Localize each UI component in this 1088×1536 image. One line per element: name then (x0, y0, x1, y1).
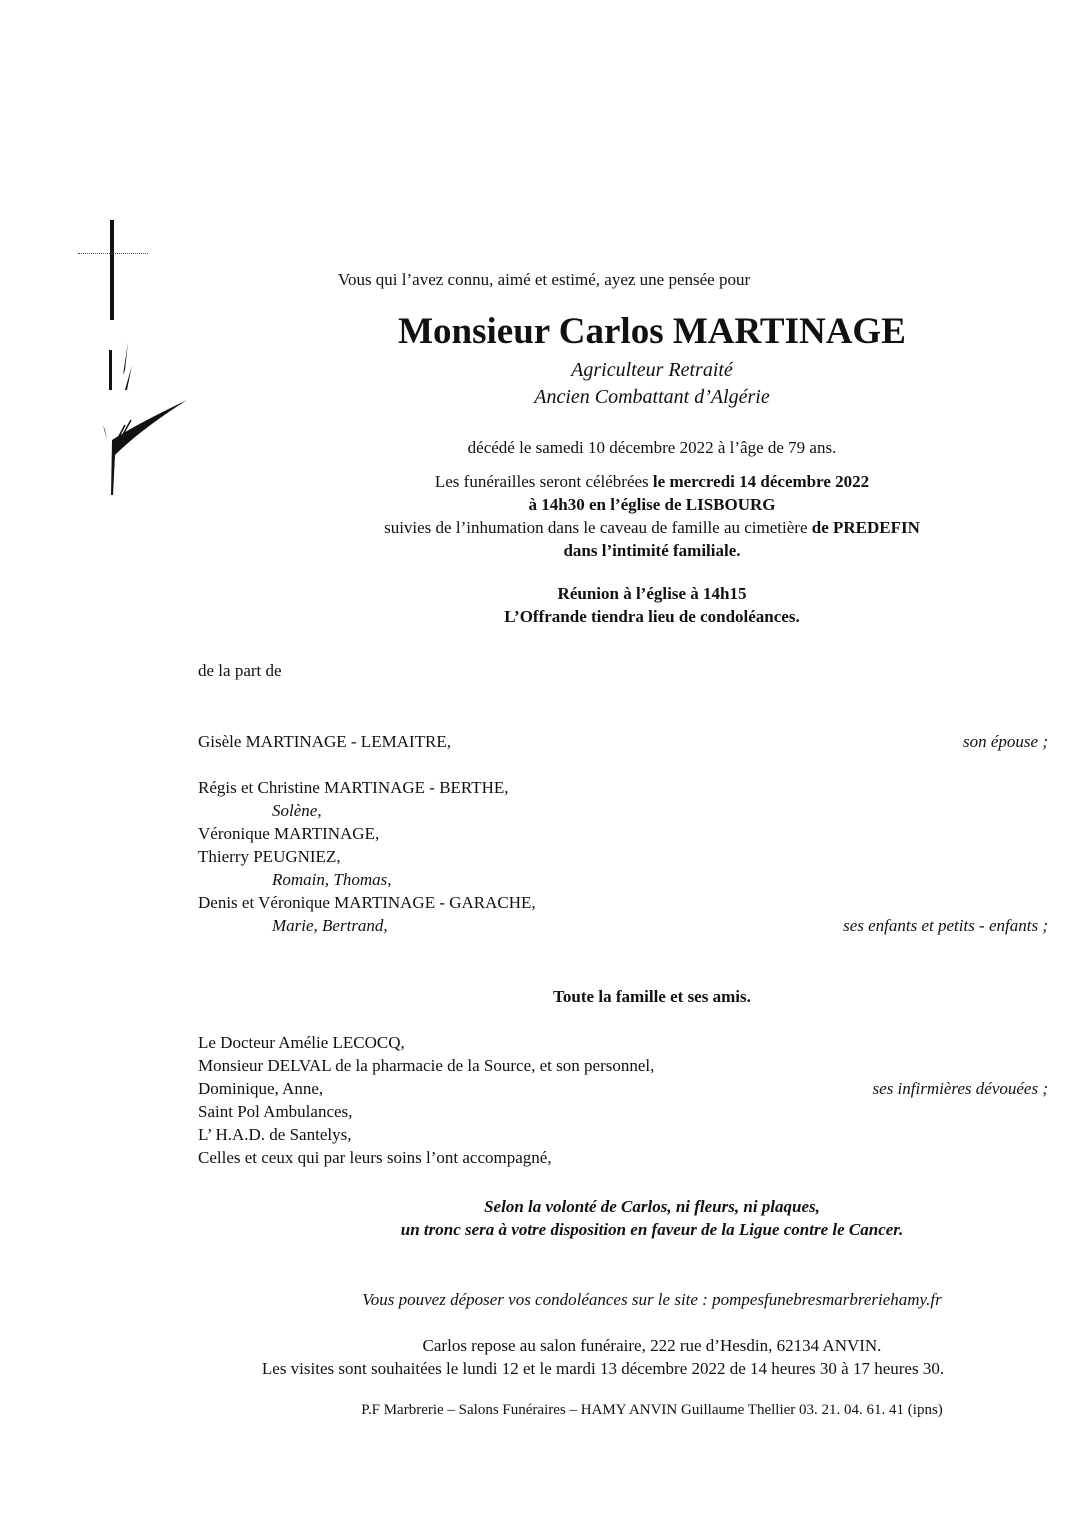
caregiver-line: Celles et ceux qui par leurs soins l’ont accompagné, (198, 1148, 552, 1167)
funeral-line-2: à 14h30 en l’église de LISBOURG (528, 495, 776, 514)
funeral-intro: Les funérailles seront célébrées (434, 472, 653, 491)
burial-place: de PREDEFIN (811, 518, 920, 537)
caregiver-line: Saint Pol Ambulances, (198, 1102, 353, 1121)
meeting-line-2: L’Offrande tiendra lieu de condoléances. (504, 607, 800, 626)
child-line: Véronique MARTINAGE, (198, 824, 380, 843)
funeral-line-3 (108, 518, 1088, 538)
child-line: Régis et Christine MARTINAGE - BERTHE, (198, 778, 509, 797)
funeral-date: le mercredi 14 décembre 2022 (652, 472, 870, 491)
grandchild-line: Romain, Thomas, (272, 870, 392, 889)
family-friends: Toute la famille et ses amis. (553, 987, 751, 1006)
wishes-line-2: un tronc sera à votre disposition en faveur de la Ligue contre le Cancer. (400, 1220, 904, 1239)
condolences-website: Vous pouvez déposer vos condoléances sur le site : pompesfunebresmarbreriehamy.fr (362, 1290, 942, 1309)
caregiver-line: Monsieur DELVAL de la pharmacie de la Source, et son personnel, (198, 1056, 655, 1075)
funeral-line-4: dans l’intimité familiale. (563, 541, 741, 560)
title-veteran: Ancien Combattant d’Algérie (534, 386, 770, 408)
wishes-line-1: Selon la volonté de Carlos, ni fleurs, ni plaques, (484, 1197, 820, 1216)
rest-location: Carlos repose au salon funéraire, 222 rue d’Hesdin, 62134 ANVIN. (422, 1336, 882, 1355)
meeting-line-1: Réunion à l’église à 14h15 (557, 584, 747, 603)
grandchild-line: Marie, Bertrand, (272, 916, 388, 935)
spouse-relation: son épouse ; (963, 732, 1048, 751)
caregiver-line: L’ H.A.D. de Santelys, (198, 1125, 352, 1144)
grandchild-line: Solène, (272, 801, 322, 820)
children-relation: ses enfants et petits - enfants ; (843, 916, 1048, 935)
caregivers-relation: ses infirmières dévouées ; (872, 1079, 1048, 1098)
title-occupation: Agriculteur Retraité (571, 359, 733, 381)
funeral-line-1 (108, 472, 1088, 492)
spouse-name: Gisèle MARTINAGE - LEMAITRE, (198, 732, 451, 751)
child-line: Denis et Véronique MARTINAGE - GARACHE, (198, 893, 536, 912)
visit-hours: Les visites sont souhaitées le lundi 12 et le mardi 13 décembre 2022 de 14 heures 30 à 17 heures 30. (261, 1359, 945, 1378)
deceased-name: Monsieur Carlos MARTINAGE (398, 311, 906, 352)
child-line: Thierry PEUGNIEZ, (198, 847, 341, 866)
funeral-home-footer: P.F Marbrerie – Salons Funéraires – HAMY ANVIN Guillaume Thellier 03. 21. 04. 61. 41 (ipns) (361, 1402, 943, 1418)
caregiver-line: Dominique, Anne, (198, 1079, 324, 1098)
death-date: décédé le samedi 10 décembre 2022 à l’âge de 79 ans. (467, 438, 837, 457)
intro-text: Vous qui l’avez connu, aimé et estimé, ayez une pensée pour (337, 270, 751, 289)
caregiver-line: Le Docteur Amélie LECOCQ, (198, 1033, 405, 1052)
from-label: de la part de (198, 661, 282, 680)
burial-text: suivies de l’inhumation dans le caveau de famille au cimetière (384, 518, 812, 537)
